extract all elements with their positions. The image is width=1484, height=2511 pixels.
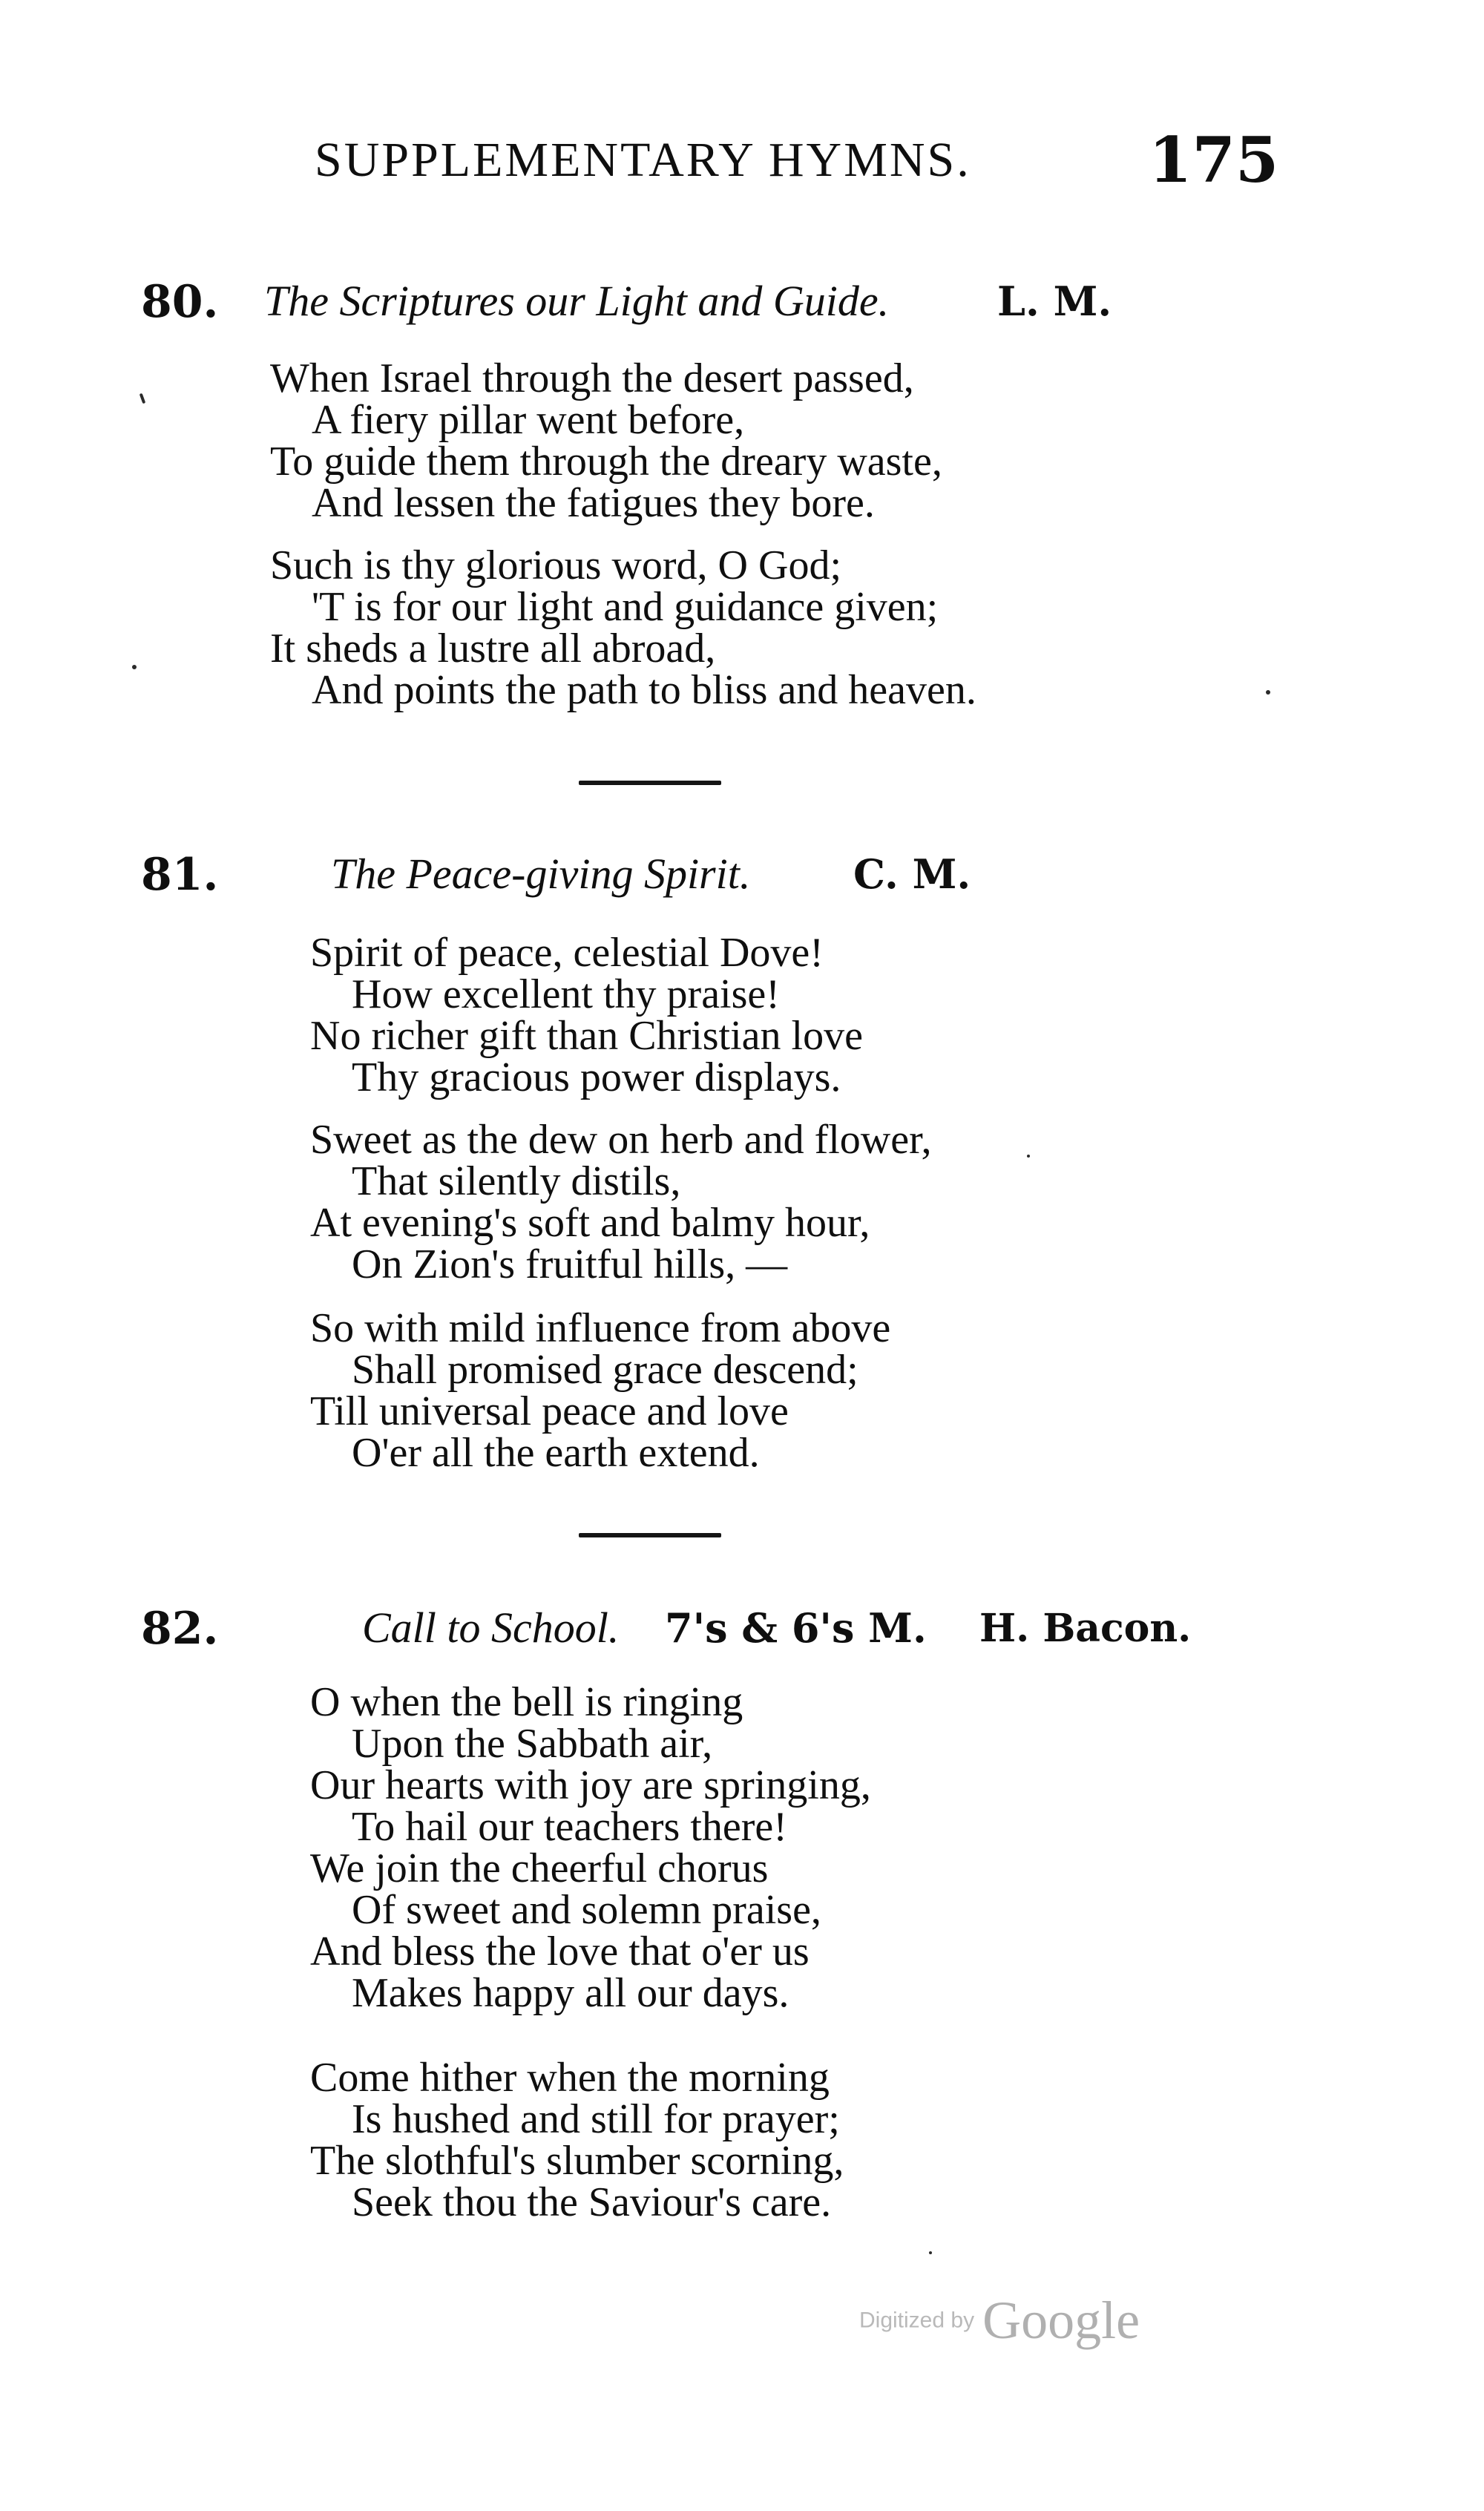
verse-line: Upon the Sabbath air, <box>352 1721 713 1767</box>
scan-speck <box>1266 690 1270 695</box>
verse-line: O when the bell is ringing <box>310 1679 743 1725</box>
hymn-number: 80. <box>141 276 219 328</box>
verse-line: So with mild influence from above <box>310 1305 891 1351</box>
verse-line: Of sweet and solemn praise, <box>352 1887 821 1933</box>
verse-line: To guide them through the dreary waste, <box>270 439 942 485</box>
stanza <box>310 1307 890 1474</box>
verse-line: And lessen the fatigues they bore. <box>312 480 875 526</box>
verse-line: O'er all the earth extend. <box>352 1430 760 1476</box>
scan-speck <box>1027 1155 1030 1158</box>
hymn-meter: C. M. <box>853 850 971 898</box>
verse-line: 'T is for our light and guidance given; <box>312 584 939 630</box>
verse-line: It sheds a lustre all abroad, <box>270 626 716 672</box>
hymn-meter: L. M. <box>997 278 1112 325</box>
hymn-title: The Peace-giving Spirit. <box>331 850 751 898</box>
stanza <box>270 355 942 526</box>
verse-line: Spirit of peace, celestial Dove! <box>310 930 824 976</box>
verse-line: Come hither when the morning <box>310 2055 830 2101</box>
verse-line: Thy gracious power displays. <box>352 1054 841 1100</box>
google-wordmark: Google <box>982 2291 1140 2350</box>
verse-line: Till universal peace and love <box>310 1388 789 1434</box>
verse-line: To hail our teachers there! <box>352 1804 787 1850</box>
verse-line: A fiery pillar went before, <box>312 397 745 443</box>
hymn-author: H. Bacon. <box>979 1606 1192 1651</box>
digitized-by-label: Digitized by <box>859 2308 975 2333</box>
hymn-number: 82. <box>141 1603 219 1655</box>
verse-line: Is hushed and still for prayer; <box>352 2096 840 2142</box>
stanza <box>310 1119 931 1285</box>
verse-line: The slothful's slumber scorning, <box>310 2138 844 2184</box>
verse-line: Sweet as the dew on herb and flower, <box>310 1117 932 1163</box>
verse-line: No richer gift than Christian love <box>310 1013 863 1059</box>
verse-line: Makes happy all our days. <box>352 1970 789 2016</box>
page-number: 175 <box>1149 123 1279 197</box>
scan-speck <box>132 665 137 669</box>
stanza <box>270 542 976 713</box>
verse-line: Shall promised grace descend; <box>352 1347 858 1393</box>
verse-line: Seek thou the Saviour's care. <box>352 2179 832 2225</box>
verse-line: When Israel through the desert passed, <box>270 355 914 401</box>
hymn-meter: 7's & 6's M. <box>665 1604 927 1652</box>
hymn-title: Call to School. <box>362 1604 620 1652</box>
verse-line: Our hearts with joy are springing, <box>310 1762 871 1808</box>
scan-speck <box>139 393 146 404</box>
verse-line: On Zion's fruitful hills, — <box>352 1241 788 1287</box>
digitized-watermark <box>859 2290 1140 2351</box>
stanza <box>310 1681 871 2014</box>
scan-speck <box>929 2251 932 2254</box>
verse-line: And bless the love that o'er us <box>310 1929 810 1975</box>
verse-line: Such is thy glorious word, O God; <box>270 542 841 588</box>
stanza <box>310 932 863 1098</box>
stanza <box>310 2057 844 2223</box>
hymn-title: The Scriptures our Light and Guide. <box>264 277 890 325</box>
verse-line: And points the path to bliss and heaven. <box>312 667 976 713</box>
verse-line: We join the cheerful chorus <box>310 1845 769 1891</box>
verse-line: That silently distils, <box>352 1158 681 1204</box>
verse-line: How excellent thy praise! <box>352 971 780 1017</box>
running-title: SUPPLEMENTARY HYMNS. <box>315 133 971 187</box>
section-divider-rule <box>579 1533 721 1537</box>
verse-line: At evening's soft and balmy hour, <box>310 1200 870 1246</box>
section-divider-rule <box>579 781 721 785</box>
hymn-number: 81. <box>141 849 219 901</box>
